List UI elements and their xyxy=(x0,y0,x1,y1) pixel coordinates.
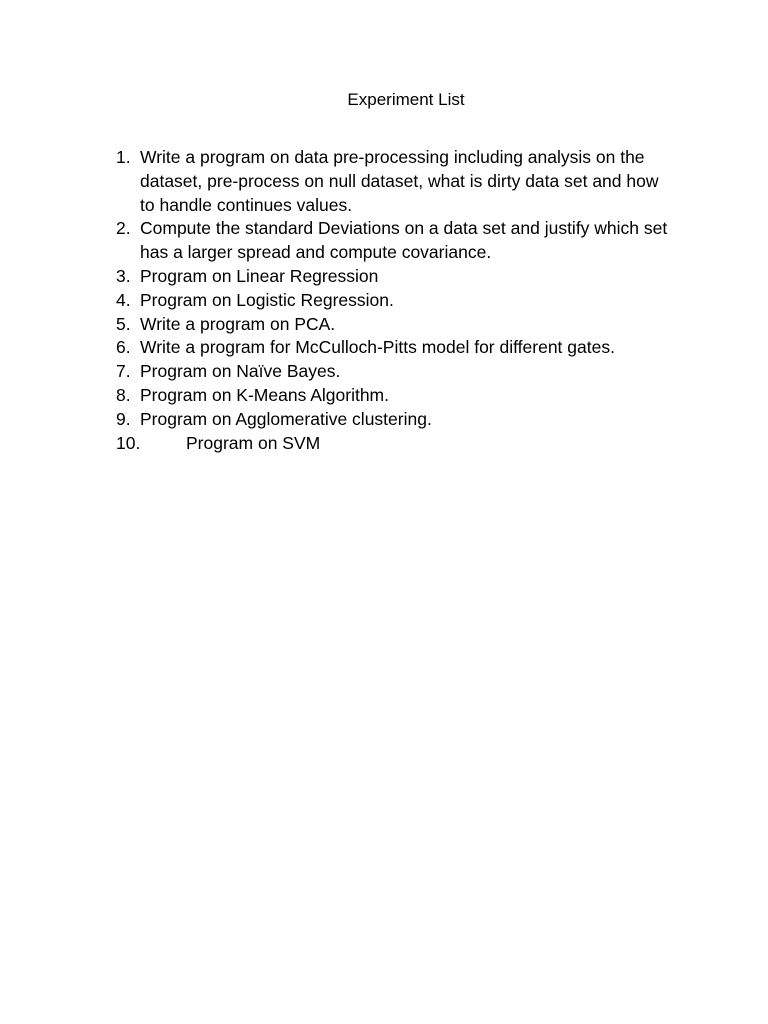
list-item xyxy=(116,217,676,265)
list-item-number: 6. xyxy=(116,337,131,358)
list-item-number: 5. xyxy=(116,313,131,334)
list-item xyxy=(116,336,676,360)
list-item xyxy=(116,313,676,337)
list-item xyxy=(116,432,676,456)
list-item-text: Program on Logistic Regression. xyxy=(140,289,394,310)
list-item-number: 7. xyxy=(116,361,131,382)
list-item-number: 8. xyxy=(116,384,131,405)
list-item-text: Program on Naïve Bayes. xyxy=(140,361,341,382)
list-item xyxy=(116,384,676,408)
list-item xyxy=(116,360,676,384)
document-title: Experiment List xyxy=(347,90,465,109)
experiment-list xyxy=(116,146,676,455)
list-item xyxy=(116,408,676,432)
list-item-number: 3. xyxy=(116,265,131,286)
list-item xyxy=(116,146,676,217)
list-item-text: Compute the standard Deviations on a data set and justify which set has a larger spread and compute covariance. xyxy=(140,218,668,263)
list-item-text: Write a program for McCulloch-Pitts model for different gates. xyxy=(140,337,615,358)
list-item-text: Write a program on data pre-processing including analysis on the dataset, pre-process on null dataset, what is dirty data set and how to handle continues values. xyxy=(140,147,659,215)
list-item-text: Program on K-Means Algorithm. xyxy=(140,384,389,405)
list-item-text: Program on Linear Regression xyxy=(140,265,379,286)
list-item-number: 4. xyxy=(116,289,131,310)
list-item-text: Program on SVM xyxy=(186,432,321,453)
list-item xyxy=(116,289,676,313)
list-item-number: 9. xyxy=(116,408,131,429)
list-item-text: Program on Agglomerative clustering. xyxy=(140,408,432,429)
list-item-number: 1. xyxy=(116,147,131,167)
list-item-text: Write a program on PCA. xyxy=(140,313,336,334)
list-item-number: 10. xyxy=(116,432,141,453)
list-item xyxy=(116,265,676,289)
list-item-number: 2. xyxy=(116,218,131,239)
